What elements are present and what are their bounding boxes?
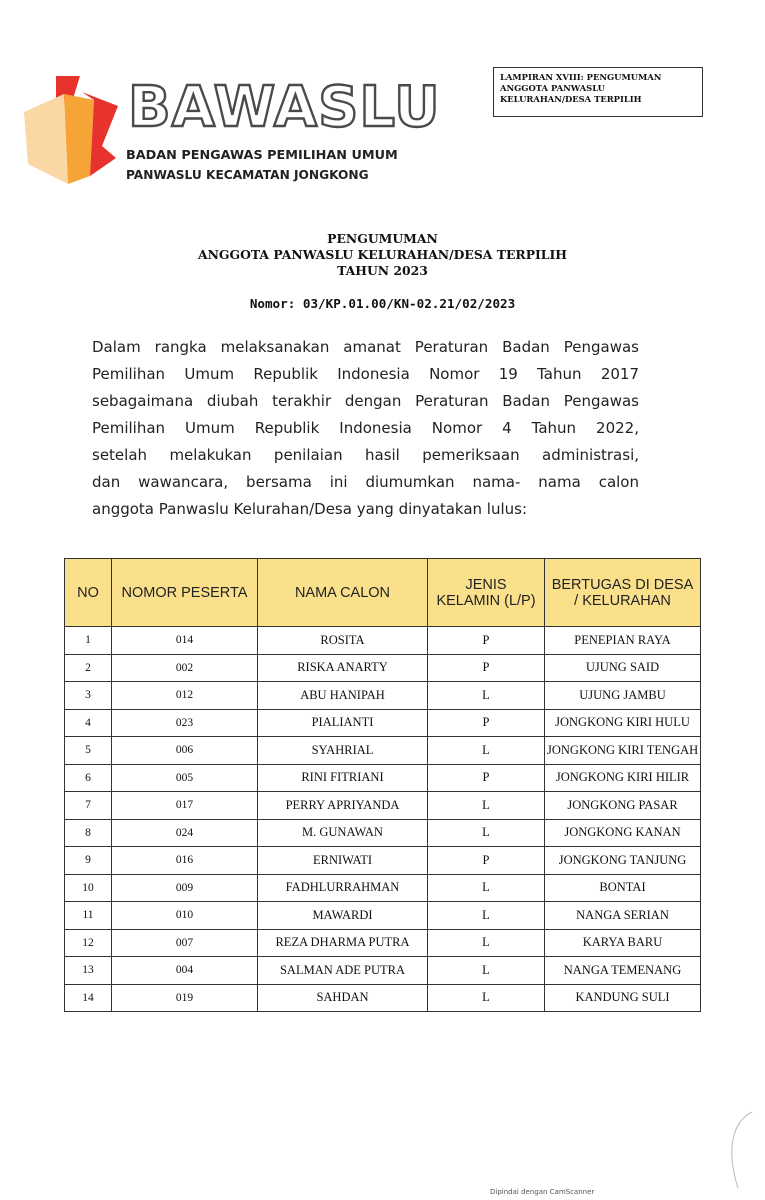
row-number-cell: 9 [65,847,112,875]
candidate-name-cell: M. GUNAWAN [258,819,428,847]
assigned-village-cell: KANDUNG SULI [545,984,701,1012]
row-number-cell: 1 [65,627,112,655]
row-number-cell: 2 [65,654,112,682]
candidate-name-cell: ERNIWATI [258,847,428,875]
table-row [65,957,701,985]
participant-number-cell: 019 [112,984,258,1012]
logo-subtitle-agency: BADAN PENGAWAS PEMILIHAN UMUM [126,148,398,163]
gender-cell: L [428,957,545,985]
participant-number-cell: 002 [112,654,258,682]
row-number-cell: 13 [65,957,112,985]
assigned-village-cell: NANGA TEMENANG [545,957,701,985]
row-number-cell: 3 [65,682,112,710]
candidate-name-cell: ABU HANIPAH [258,682,428,710]
candidate-name-cell: RISKA ANARTY [258,654,428,682]
candidate-name-cell: RINI FITRIANI [258,764,428,792]
gender-cell: L [428,682,545,710]
paragraph-line: anggota Panwaslu Kelurahan/Desa yang dinyatakan lulus: [92,500,528,518]
table-row [65,792,701,820]
header-assigned-village: BERTUGAS DI DESA / KELURAHAN [545,559,701,627]
participant-number-cell: 004 [112,957,258,985]
row-number-cell: 4 [65,709,112,737]
assigned-village-cell: JONGKONG KIRI HILIR [545,764,701,792]
participant-number-cell: 012 [112,682,258,710]
table-row [65,819,701,847]
scanner-watermark: Dipindai dengan CamScanner [490,1188,595,1196]
candidate-name-cell: ROSITA [258,627,428,655]
gender-cell: P [428,627,545,655]
candidate-name-cell: SAHDAN [258,984,428,1012]
row-number-cell: 12 [65,929,112,957]
table-row [65,627,701,655]
gender-cell: L [428,792,545,820]
bawaslu-logo [20,70,441,190]
candidate-name-cell: SALMAN ADE PUTRA [258,957,428,985]
row-number-cell: 11 [65,902,112,930]
assigned-village-cell: JONGKONG KIRI HULU [545,709,701,737]
participant-number-cell: 017 [112,792,258,820]
assigned-village-cell: JONGKONG TANJUNG [545,847,701,875]
table-body [65,627,701,1012]
logo-subtitle-district: PANWASLU KECAMATAN JONGKONG [126,168,369,182]
gender-cell: P [428,654,545,682]
paragraph-line: Pemilihan Umum Republik Indonesia Nomor 4 Tahun 2022, [92,419,639,437]
participant-number-cell: 005 [112,764,258,792]
candidate-name-cell: PERRY APRIYANDA [258,792,428,820]
table-row [65,737,701,765]
assigned-village-cell: PENEPIAN RAYA [545,627,701,655]
table-row [65,984,701,1012]
participant-number-cell: 014 [112,627,258,655]
table-header-row [65,559,701,627]
participant-number-cell: 016 [112,847,258,875]
table-row [65,654,701,682]
elected-members-table [64,558,701,1012]
candidate-name-cell: FADHLURRAHMAN [258,874,428,902]
participant-number-cell: 024 [112,819,258,847]
gender-cell: L [428,929,545,957]
assigned-village-cell: JONGKONG KIRI TENGAH [545,737,701,765]
assigned-village-cell: BONTAI [545,874,701,902]
logo-wordmark: BAWASLU [128,75,441,140]
candidate-name-cell: SYAHRIAL [258,737,428,765]
header-no: NO [65,559,112,627]
bawaslu-emblem-icon [20,72,120,190]
gender-cell: P [428,709,545,737]
document-number: Nomor: 03/KP.01.00/KN-02.21/02/2023 [249,296,516,311]
assigned-village-cell: JONGKONG KANAN [545,819,701,847]
participant-number-cell: 010 [112,902,258,930]
table-row [65,682,701,710]
attachment-label-box: LAMPIRAN XVIII: PENGUMUMAN ANGGOTA PANWASLU KELURAHAN/DESA TERPILIH [493,67,703,117]
participant-number-cell: 006 [112,737,258,765]
gender-cell: L [428,902,545,930]
row-number-cell: 5 [65,737,112,765]
gender-cell: L [428,819,545,847]
header-candidate-name: NAMA CALON [258,559,428,627]
row-number-cell: 8 [65,819,112,847]
row-number-cell: 14 [65,984,112,1012]
candidate-name-cell: MAWARDI [258,902,428,930]
gender-cell: P [428,764,545,792]
assigned-village-cell: UJUNG SAID [545,654,701,682]
table-row [65,929,701,957]
header-participant-number: NOMOR PESERTA [112,559,258,627]
assigned-village-cell: UJUNG JAMBU [545,682,701,710]
gender-cell: L [428,874,545,902]
table-row [65,847,701,875]
participant-number-cell: 023 [112,709,258,737]
row-number-cell: 7 [65,792,112,820]
candidate-name-cell: REZA DHARMA PUTRA [258,929,428,957]
announcement-title: PENGUMUMAN [327,231,438,246]
table-row [65,874,701,902]
row-number-cell: 6 [65,764,112,792]
participant-number-cell: 007 [112,929,258,957]
assigned-village-cell: KARYA BARU [545,929,701,957]
announcement-year: TAHUN 2023 [337,263,428,278]
paragraph-line: Pemilihan Umum Republik Indonesia Nomor 19 Tahun 2017 [92,365,639,383]
announcement-paragraph [92,334,639,523]
paragraph-line: sebagaimana diubah terakhir dengan Peraturan Badan Pengawas [92,392,639,410]
paragraph-line: dan wawancara, bersama ini diumumkan nama- nama calon [92,473,639,491]
assigned-village-cell: NANGA SERIAN [545,902,701,930]
paragraph-line: setelah melakukan penilaian hasil pemeriksaan administrasi, [92,446,639,464]
table-row [65,902,701,930]
announcement-subtitle: ANGGOTA PANWASLU KELURAHAN/DESA TERPILIH [197,247,568,262]
table-row [65,764,701,792]
page-curl-mark [722,1110,762,1190]
assigned-village-cell: JONGKONG PASAR [545,792,701,820]
participant-number-cell: 009 [112,874,258,902]
paragraph-line: Dalam rangka melaksanakan amanat Peraturan Badan Pengawas [92,338,639,356]
row-number-cell: 10 [65,874,112,902]
gender-cell: P [428,847,545,875]
candidate-name-cell: PIALIANTI [258,709,428,737]
table-row [65,709,701,737]
header-gender: JENIS KELAMIN (L/P) [428,559,545,627]
gender-cell: L [428,737,545,765]
gender-cell: L [428,984,545,1012]
